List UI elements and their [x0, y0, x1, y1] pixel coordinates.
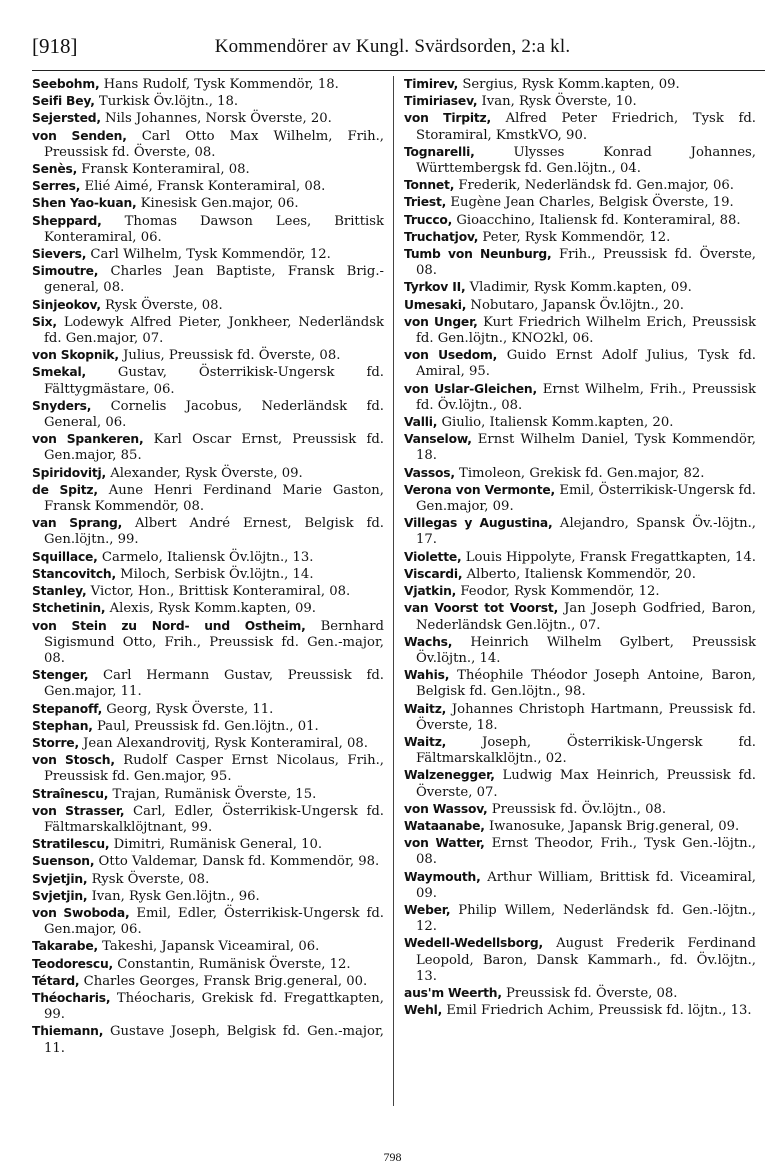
- list-item: [32, 110, 384, 127]
- entry-name: Simoutre,: [32, 264, 99, 279]
- list-item: [32, 364, 384, 397]
- entry-details: Heinrich Wilhelm Gylbert, Preussisk Öv.löjtn., 14.: [416, 634, 756, 666]
- entry-name: Teodorescu,: [32, 956, 114, 971]
- entry-details: Thomas Dawson Lees, Brittisk Konteramiral, 06.: [44, 213, 384, 245]
- entry-name: Villegas y Augustina,: [404, 516, 553, 531]
- entry-details: Gioacchino, Italiensk fd. Konteramiral, 88.: [452, 212, 741, 228]
- entry-name: Wataanabe,: [404, 818, 485, 833]
- page-title: Kommendörer av Kungl. Svärdsorden, 2:a kl.: [214, 36, 571, 57]
- list-item: [404, 600, 756, 633]
- entry-name: von Skopnik,: [32, 348, 119, 363]
- entry-name: Tétard,: [32, 973, 80, 988]
- entry-details: Alfred Peter Friedrich, Tysk fd. Storamiral, KmstkVO, 90.: [416, 111, 756, 143]
- entry-details: Charles Jean Baptiste, Fransk Brig.-general, 08.: [44, 264, 384, 296]
- list-item: [404, 381, 756, 414]
- entry-details: Emil, Österrikisk-Ungersk fd. Gen.major, 09.: [416, 482, 757, 515]
- entry-details: Trajan, Rumänisk Överste, 15.: [108, 786, 317, 802]
- entry-name: Stepanoff,: [32, 701, 103, 716]
- list-item: [32, 973, 384, 990]
- entry-details: Albert André Ernest, Belgisk fd. Gen.löjtn., 99.: [44, 516, 384, 548]
- entry-details: Iwanosuke, Japansk Brig.general, 09.: [484, 818, 740, 834]
- list-item: [32, 938, 384, 955]
- entry-name: Six,: [32, 314, 57, 329]
- entry-details: Frederik, Nederländsk fd. Gen.major, 06.: [454, 178, 734, 194]
- entry-details: Gustave Joseph, Belgisk fd. Gen.-major, 11.: [44, 1024, 384, 1056]
- entry-details: Julius, Preussisk fd. Överste, 08.: [118, 348, 341, 364]
- entry-name: Svjetjin,: [32, 871, 88, 886]
- entry-name: Wedell-Wedellsborg,: [404, 936, 543, 951]
- left-column: [32, 76, 384, 1057]
- entry-name: Sinjeokov,: [32, 297, 101, 312]
- list-item: [404, 229, 756, 246]
- list-item: [404, 701, 756, 734]
- entry-name: Serres,: [32, 179, 81, 194]
- list-item: [32, 314, 384, 347]
- list-item: [32, 263, 384, 296]
- entry-details: Alberto, Italiensk Kommendör, 20.: [462, 566, 696, 582]
- list-item: [32, 871, 384, 888]
- entry-name: von Stosch,: [32, 753, 115, 768]
- list-item: [404, 414, 756, 431]
- entry-name: von Unger,: [404, 314, 478, 329]
- entry-details: Guido Ernst Adolf Julius, Tysk fd. Amiral, 95.: [416, 348, 756, 380]
- entry-name: Trucco,: [404, 212, 453, 227]
- footer-page-number: 798: [383, 1150, 402, 1164]
- entry-name: Viscardi,: [404, 566, 463, 581]
- entry-details: Kurt Friedrich Wilhelm Erich, Preussisk fd. Gen.löjtn., KNO2kl, 06.: [416, 314, 757, 347]
- list-item: [32, 465, 384, 482]
- entry-name: Smekal,: [32, 365, 86, 380]
- entry-details: Ernst Theodor, Frih., Tysk Gen.-löjtn., 08.: [416, 836, 756, 868]
- entry-details: Eugène Jean Charles, Belgisk Överste, 19.: [446, 195, 734, 211]
- entry-name: Valli,: [404, 415, 438, 430]
- list-item: [404, 297, 756, 314]
- entry-details: Ernst Wilhelm, Frih., Preussisk fd. Öv.löjtn., 08.: [416, 381, 757, 413]
- list-item: [404, 634, 756, 667]
- entry-name: von Watter,: [404, 836, 485, 851]
- list-item: [32, 956, 384, 973]
- entry-details: Ivan, Rysk Gen.löjtn., 96.: [87, 888, 260, 904]
- entry-name: Stratilescu,: [32, 837, 110, 852]
- entry-name: Wahis,: [404, 668, 450, 683]
- entry-name: Takarabe,: [32, 939, 98, 954]
- entry-details: Cornelis Jacobus, Nederländsk fd. General, 06.: [44, 398, 384, 431]
- column-divider: [393, 76, 394, 1106]
- page-header: [20, 8, 765, 64]
- entry-details: Turkisk Öv.löjtn., 18.: [94, 94, 239, 110]
- entry-details: Louis Hippolyte, Fransk Fregattkapten, 14.: [461, 549, 756, 565]
- entry-name: Snyders,: [32, 398, 92, 413]
- list-item: [32, 398, 384, 431]
- list-item: [404, 76, 756, 93]
- entry-name: Timirev,: [404, 77, 459, 91]
- columns: [32, 76, 765, 1126]
- list-item: [404, 818, 756, 835]
- list-item: [404, 985, 756, 1002]
- entry-details: Jan Joseph Godfried, Baron, Nederländsk Gen.löjtn., 07.: [416, 601, 756, 633]
- entry-details: Constantin, Rumänisk Överste, 12.: [113, 956, 351, 972]
- entry-name: Straînescu,: [32, 786, 109, 801]
- entry-details: Kinesisk Gen.major, 06.: [136, 196, 299, 212]
- list-item: [404, 935, 756, 985]
- list-item: [32, 990, 384, 1023]
- entry-details: Preussisk fd. Överste, 08.: [501, 985, 678, 1001]
- entry-details: Carl Otto Max Wilhelm, Frih., Preussisk fd. Överste, 08.: [44, 128, 384, 160]
- entry-details: Vladimir, Rysk Komm.kapten, 09.: [465, 280, 692, 296]
- entry-name: de Spitz,: [32, 482, 98, 497]
- entry-name: Wachs,: [404, 634, 453, 649]
- entry-details: Alexis, Rysk Komm.kapten, 09.: [105, 601, 316, 617]
- entry-name: Waymouth,: [404, 869, 481, 884]
- entry-details: Peter, Rysk Kommendör, 12.: [478, 229, 671, 245]
- entry-name: Shen Yao-kuan,: [32, 196, 137, 211]
- list-item: [32, 515, 384, 548]
- entry-details: Rysk Överste, 08.: [87, 871, 210, 887]
- entry-name: Stancovitch,: [32, 566, 116, 581]
- entry-name: Suenson,: [32, 854, 95, 869]
- entry-name: Théocharis,: [32, 990, 111, 1005]
- list-item: [32, 888, 384, 905]
- entry-details: Hans Rudolf, Tysk Kommendör, 18.: [99, 77, 339, 92]
- list-item: [32, 583, 384, 600]
- list-item: [32, 297, 384, 314]
- entry-details: Théophile Théodor Joseph Antoine, Baron, Belgisk fd. Gen.löjtn., 98.: [416, 668, 756, 700]
- entry-details: Giulio, Italiensk Komm.kapten, 20.: [437, 415, 674, 431]
- entry-details: Ulysses Konrad Johannes, Württembergsk fd. Gen.löjtn., 04.: [416, 144, 756, 177]
- entry-details: Rudolf Casper Ernst Nicolaus, Frih., Preussisk fd. Gen.major, 95.: [44, 753, 384, 785]
- list-item: [404, 734, 756, 767]
- entry-details: Rysk Överste, 08.: [100, 297, 223, 313]
- entry-details: Arthur William, Brittisk fd. Viceamiral, 09.: [416, 869, 756, 901]
- list-item: [32, 905, 384, 938]
- list-item: [404, 583, 756, 600]
- entry-name: Storre,: [32, 735, 79, 750]
- list-item: [32, 752, 384, 785]
- entry-details: August Frederik Ferdinand Leopold, Baron, Dansk Kammarh., fd. Öv.löjtn., 13.: [416, 936, 756, 984]
- entry-name: Spiridovitj,: [32, 465, 106, 480]
- entry-details: Nobutaro, Japansk Öv.löjtn., 20.: [466, 297, 685, 313]
- list-item: [404, 194, 756, 211]
- list-item: [404, 144, 756, 177]
- entry-name: Truchatjov,: [404, 229, 479, 244]
- list-item: [32, 618, 384, 668]
- list-item: [404, 110, 756, 143]
- entry-details: Jean Alexandrovitj, Rysk Konteramiral, 08.: [78, 735, 368, 751]
- entry-details: Alejandro, Spansk Öv.-löjtn., 17.: [416, 516, 756, 548]
- list-item: [404, 549, 756, 566]
- entry-name: Stanley,: [32, 584, 87, 599]
- entry-details: Johannes Christoph Hartmann, Preussisk fd. Överste, 18.: [416, 701, 756, 733]
- entry-name: Vanselow,: [404, 432, 472, 447]
- entry-name: Stenger,: [32, 668, 89, 683]
- list-item: [32, 161, 384, 178]
- list-item: [404, 801, 756, 818]
- list-item: [404, 1002, 756, 1019]
- list-item: [404, 347, 756, 380]
- list-item: [32, 246, 384, 263]
- entry-name: Verona von Vermonte,: [404, 482, 556, 497]
- list-item: [32, 213, 384, 246]
- entry-name: Weber,: [404, 902, 451, 917]
- entry-name: Timiriasev,: [404, 94, 478, 109]
- entry-details: Ivan, Rysk Överste, 10.: [477, 94, 637, 110]
- entry-name: von Wassov,: [404, 801, 488, 816]
- list-item: [32, 347, 384, 364]
- entry-name: van Voorst tot Voorst,: [404, 601, 559, 616]
- entry-name: Sejersted,: [32, 111, 101, 126]
- list-item: [32, 735, 384, 752]
- entry-details: Elié Aimé, Fransk Konteramiral, 08.: [80, 179, 326, 195]
- page: [20, 8, 765, 1164]
- entry-details: Ernst Wilhelm Daniel, Tysk Kommendör, 18.: [416, 432, 756, 464]
- entry-details: Otto Valdemar, Dansk fd. Kommendör, 98.: [94, 854, 380, 870]
- list-item: [404, 431, 756, 464]
- entry-details: Feodor, Rysk Kommendör, 12.: [456, 584, 660, 600]
- entry-name: von Spankeren,: [32, 432, 144, 447]
- entry-details: Gustav, Österrikisk-Ungersk fd. Fälttygmästare, 06.: [44, 365, 384, 397]
- entry-name: Seebohm,: [32, 77, 100, 91]
- entry-details: Charles Georges, Fransk Brig.general, 00.: [79, 973, 368, 989]
- entry-name: Svjetjin,: [32, 888, 88, 903]
- entry-details: Paul, Preussisk fd. Gen.löjtn., 01.: [92, 718, 319, 734]
- entry-details: Nils Johannes, Norsk Överste, 20.: [100, 111, 332, 127]
- entry-details: Lodewyk Alfred Pieter, Jonkheer, Nederländsk fd. Gen.major, 07.: [44, 314, 384, 347]
- entry-details: Karl Oscar Ernst, Preussisk fd. Gen.major, 85.: [44, 432, 384, 464]
- list-item: [404, 767, 756, 800]
- entry-name: Sheppard,: [32, 213, 102, 228]
- list-item: [32, 195, 384, 212]
- list-item: [404, 902, 756, 935]
- list-item: [404, 835, 756, 868]
- entry-details: Emil Friedrich Achim, Preussisk fd. löjtn., 13.: [442, 1003, 752, 1019]
- list-item: [32, 853, 384, 870]
- entry-details: Preussisk fd. Öv.löjtn., 08.: [487, 801, 667, 817]
- list-item: [32, 128, 384, 161]
- list-item: [32, 431, 384, 464]
- list-item: [32, 803, 384, 836]
- entry-details: Alexander, Rysk Överste, 09.: [106, 465, 303, 481]
- entry-name: Stephan,: [32, 718, 93, 733]
- entry-name: Umesaki,: [404, 297, 467, 312]
- list-item: [32, 566, 384, 583]
- right-column: [404, 76, 756, 1019]
- entry-details: Georg, Rysk Överste, 11.: [102, 701, 274, 717]
- entry-name: Thiemann,: [32, 1024, 104, 1039]
- list-item: [404, 869, 756, 902]
- entry-details: Timoleon, Grekisk fd. Gen.major, 82.: [454, 465, 705, 481]
- entry-name: aus'm Weerth,: [404, 985, 502, 1000]
- list-item: [404, 177, 756, 194]
- list-item: [404, 667, 756, 700]
- entry-details: Théocharis, Grekisk fd. Fregattkapten, 99.: [44, 990, 384, 1023]
- entry-name: Vassos,: [404, 465, 455, 480]
- list-item: [32, 600, 384, 617]
- page-number: [918]: [32, 34, 78, 58]
- list-item: [32, 93, 384, 110]
- entry-name: Tumb von Neunburg,: [404, 247, 552, 262]
- list-item: [404, 515, 756, 548]
- entry-name: Waitz,: [404, 734, 447, 749]
- entry-name: Tyrkov II,: [404, 280, 466, 295]
- entry-name: von Strasser,: [32, 803, 125, 818]
- entry-details: Carmelo, Italiensk Öv.löjtn., 13.: [97, 549, 314, 565]
- entry-name: Waitz,: [404, 701, 447, 716]
- entry-details: Emil, Edler, Österrikisk-Ungersk fd. Gen.major, 06.: [44, 905, 384, 938]
- entry-name: Vjatkin,: [404, 584, 457, 599]
- entry-details: Frih., Preussisk fd. Överste, 08.: [416, 247, 756, 279]
- entry-details: Joseph, Österrikisk-Ungersk fd. Fältmarskalklöjtn., 02.: [416, 734, 756, 767]
- entry-name: Tognarelli,: [404, 144, 475, 159]
- list-item: [32, 718, 384, 735]
- list-item: [32, 836, 384, 853]
- list-item: [404, 314, 756, 347]
- entry-details: Ludwig Max Heinrich, Preussisk fd. Överste, 07.: [416, 768, 756, 800]
- list-item: [32, 701, 384, 718]
- entry-name: Seifi Bey,: [32, 94, 95, 109]
- entry-name: van Sprang,: [32, 516, 123, 531]
- entry-name: von Usedom,: [404, 348, 498, 363]
- entry-details: Sergius, Rysk Komm.kapten, 09.: [458, 77, 680, 92]
- list-item: [404, 465, 756, 482]
- entry-name: Tonnet,: [404, 178, 455, 193]
- list-item: [32, 1023, 384, 1056]
- entry-details: Miloch, Serbisk Öv.löjtn., 14.: [115, 566, 314, 582]
- entry-details: Philip Willem, Nederländsk fd. Gen.-löjtn., 12.: [416, 902, 756, 935]
- entry-details: Victor, Hon., Brittisk Konteramiral, 08.: [86, 584, 351, 600]
- entry-name: von Stein zu Nord- und Ostheim,: [32, 618, 306, 633]
- entry-name: Triest,: [404, 195, 447, 210]
- list-item: [404, 279, 756, 296]
- list-item: [404, 212, 756, 229]
- list-item: [404, 246, 756, 279]
- entry-name: von Swoboda,: [32, 905, 130, 920]
- entry-details: Carl, Edler, Österrikisk-Ungersk fd. Fältmarskalklöjtnant, 99.: [44, 803, 385, 835]
- list-item: [404, 93, 756, 110]
- entry-name: von Uslar-Gleichen,: [404, 381, 537, 396]
- entry-name: von Senden,: [32, 128, 127, 143]
- entry-details: Aune Henri Ferdinand Marie Gaston, Fransk Kommendör, 08.: [44, 482, 384, 515]
- entry-name: Violette,: [404, 549, 462, 564]
- entry-name: Stchetinin,: [32, 601, 106, 616]
- entry-details: Fransk Konteramiral, 08.: [77, 162, 250, 178]
- list-item: [32, 786, 384, 803]
- list-item: [32, 549, 384, 566]
- list-item: [32, 667, 384, 700]
- entry-details: Carl Wilhelm, Tysk Kommendör, 12.: [86, 247, 331, 263]
- entry-details: Dimitri, Rumänisk General, 10.: [109, 837, 323, 853]
- list-item: [32, 76, 384, 93]
- header-rule: [32, 70, 765, 71]
- list-item: [32, 178, 384, 195]
- entry-name: Squillace,: [32, 549, 98, 564]
- entry-name: Sievers,: [32, 247, 87, 262]
- list-item: [404, 482, 756, 515]
- entry-name: Walzenegger,: [404, 768, 495, 783]
- list-item: [32, 482, 384, 515]
- entry-name: Senès,: [32, 162, 78, 177]
- entry-name: von Tirpitz,: [404, 111, 491, 126]
- list-item: [404, 566, 756, 583]
- entry-details: Takeshi, Japansk Viceamiral, 06.: [97, 939, 320, 955]
- entry-name: Wehl,: [404, 1003, 443, 1018]
- entry-details: Bernhard Sigismund Otto, Frih., Preussisk fd. Gen.-major, 08.: [44, 618, 384, 666]
- entry-details: Carl Hermann Gustav, Preussisk fd. Gen.major, 11.: [44, 668, 384, 700]
